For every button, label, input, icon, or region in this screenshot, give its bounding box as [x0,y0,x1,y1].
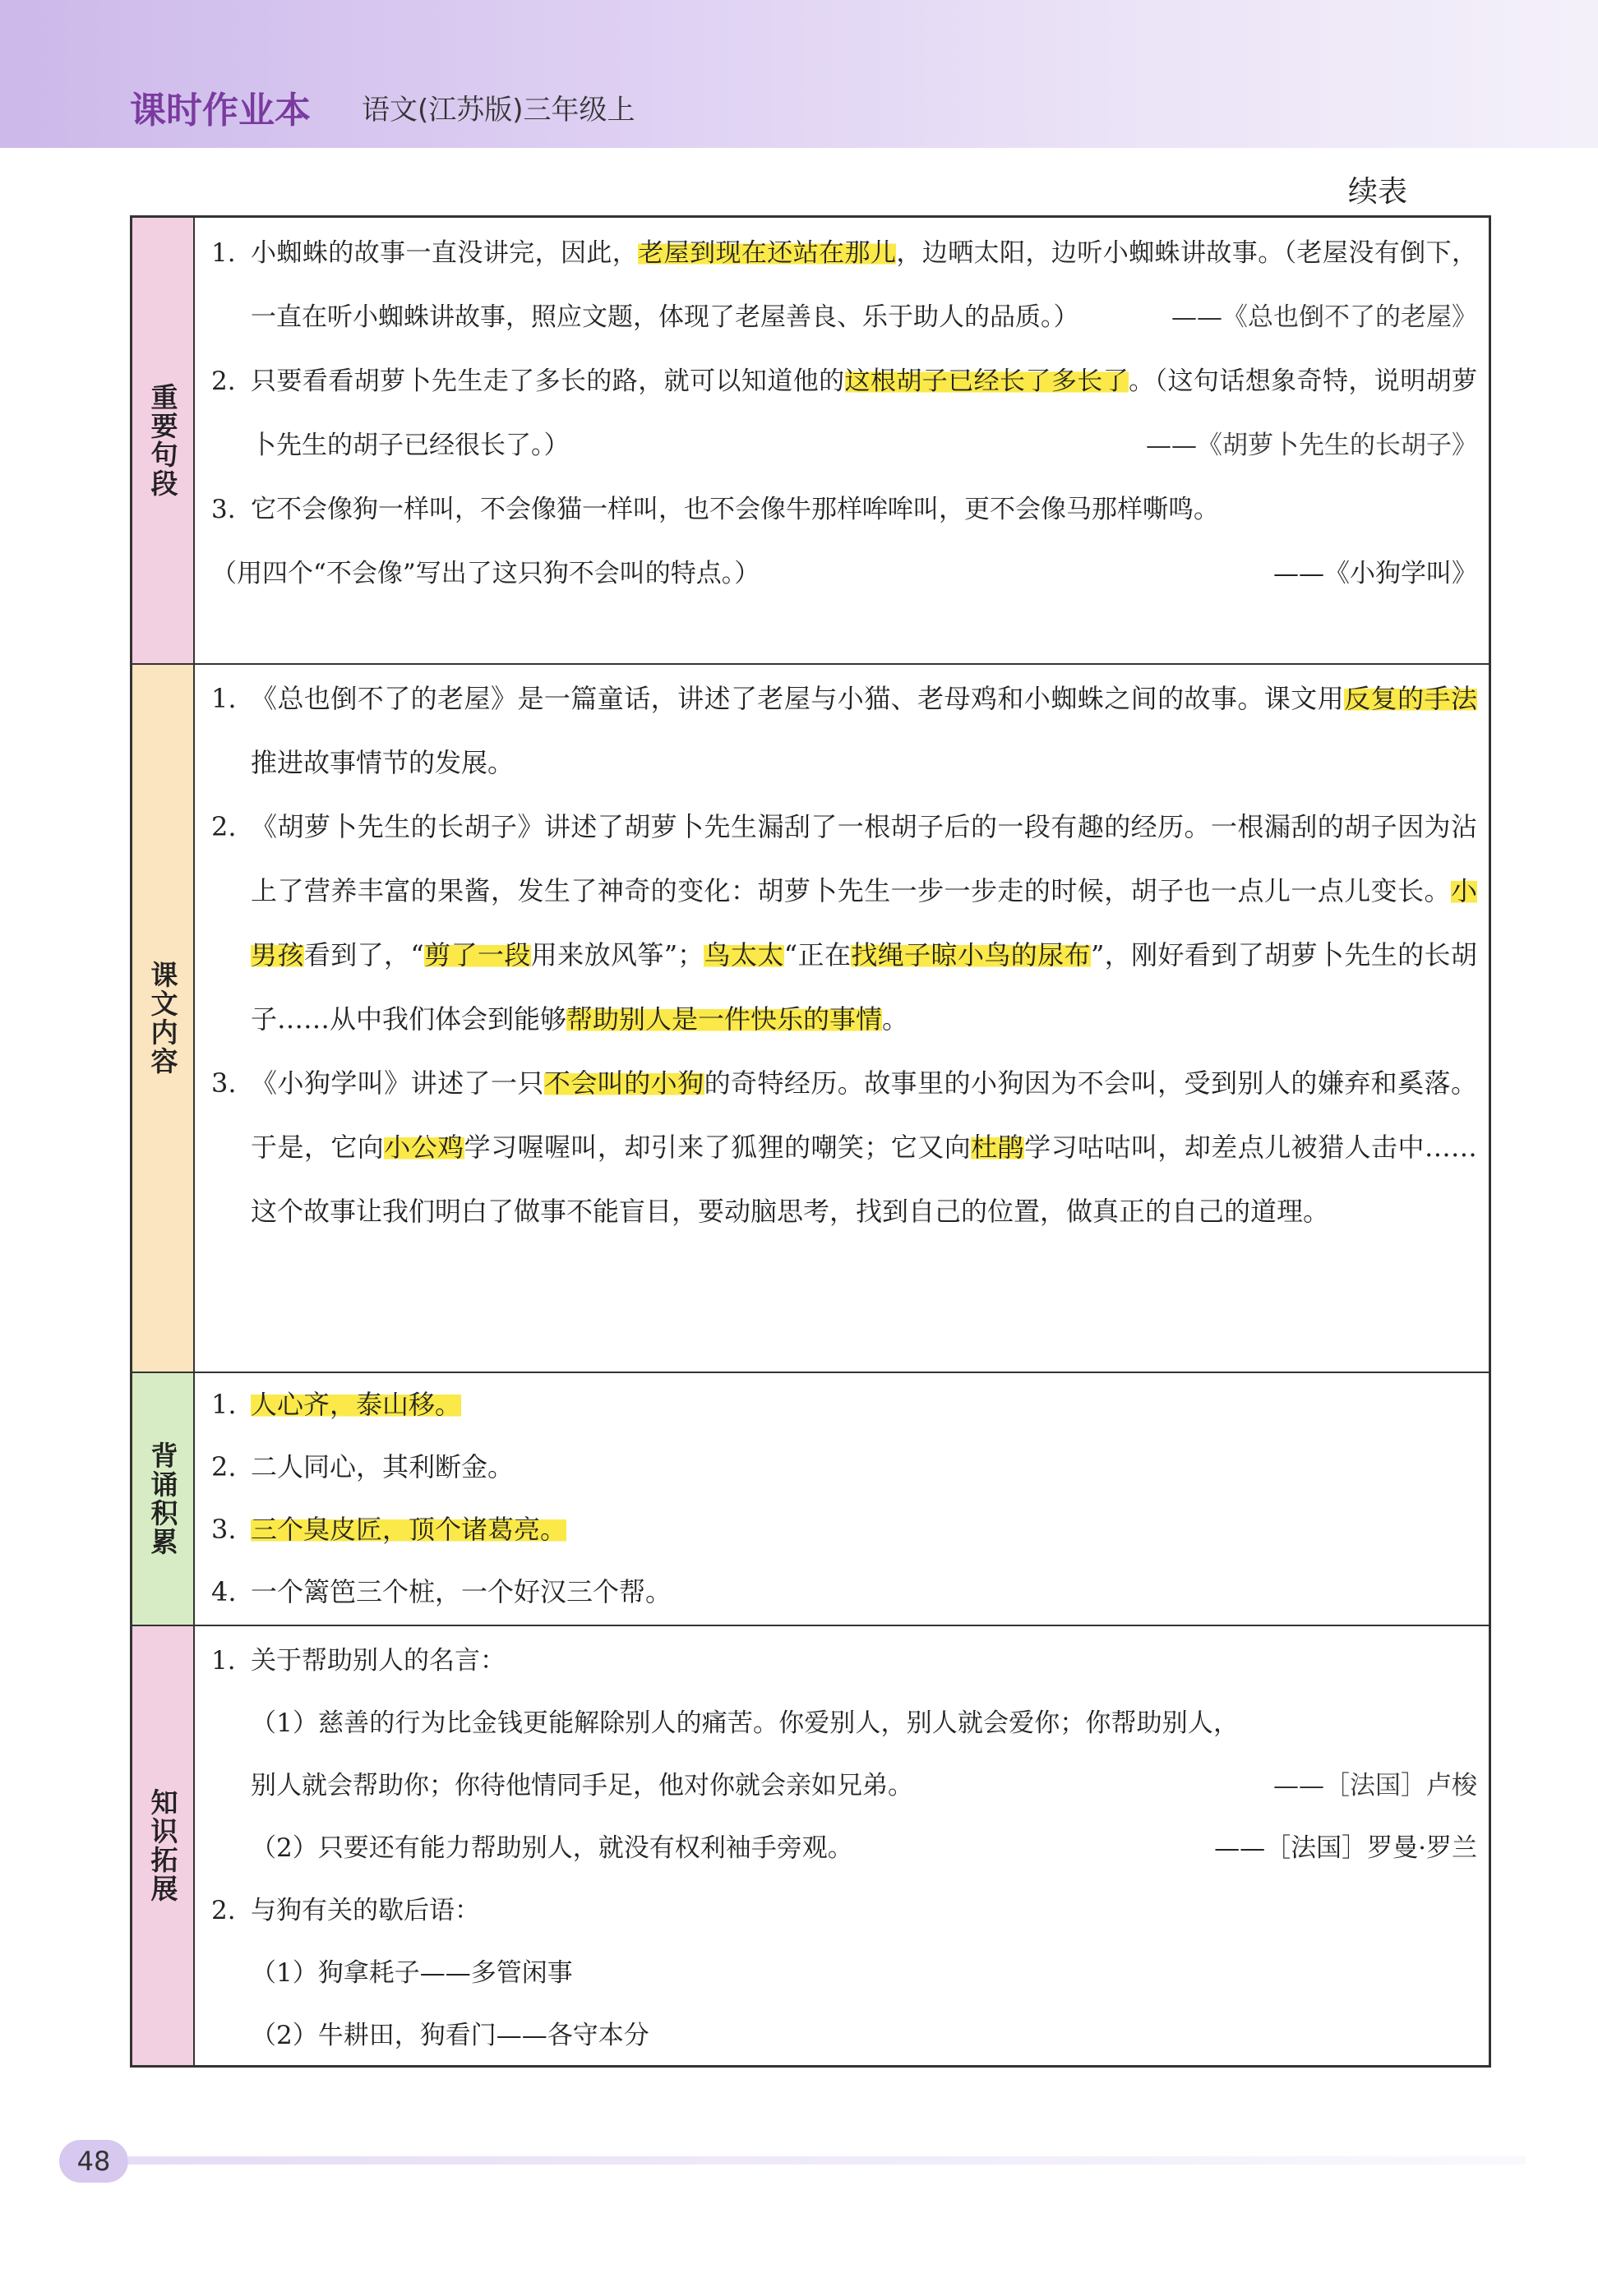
item-text: 小蜘蛛的故事一直没讲完，因此， [251,238,639,268]
source-citation: ——《总也倒不了的老屋》 [1171,302,1477,332]
list-item [211,1630,1477,1879]
item-text: 只要看看胡萝卜先生走了多长的路，就可以知道他的 [251,367,845,396]
item-text: 的奇特经历。故事里的小狗因为不会叫，受到别人的嫌弃和奚落。于是，它向 [251,1067,1477,1163]
section-body [211,1630,1477,2067]
continued-label: 续表 [1348,175,1408,209]
item-number: 3. [211,495,236,524]
highlighted-text: 反复的手法 [1344,683,1477,714]
item-number: 1. [211,1389,237,1420]
item-text: ”，刚好看到了胡萝卜先生的长胡子……从中我们体会到能够 [251,939,1477,1035]
section-heading-cell [132,218,195,663]
list-item [211,1561,1477,1623]
item-text: 看到了，“ [303,939,424,970]
section-heading: 课文内容 [146,961,179,1076]
highlighted-text: 帮助别人是一件快乐的事情 [566,1003,883,1035]
item-number: 1. [211,238,236,268]
footer-bar [128,2156,1526,2165]
section-heading-cell [132,1373,195,1625]
item-text: ，边晒太阳，边听小蜘蛛讲故事。（老屋没有倒下，一直在听小蜘蛛讲故事，照应文题，体现了老屋善良、乐于助人的品质。） [251,238,1478,332]
list-item [211,349,1477,477]
list-item [211,221,1477,349]
section-text-content [132,665,1489,1373]
quote-author: ——［法国］卢梭 [1273,1771,1477,1800]
item-number: 4. [211,1576,237,1607]
content-table [130,215,1491,2068]
section-body [211,666,1477,1243]
section-heading-cell [132,1626,195,2065]
highlighted-text: 这根胡子已经长了多长了 [844,367,1129,396]
header-banner [0,0,1598,148]
saying-text: （1）狗拿耗子——多管闲事 [251,1958,573,1988]
saying-text: （2）牛耕田，狗看门——各守本分 [251,2021,649,2050]
list-item [211,1051,1477,1243]
highlighted-text: 杜鹃 [971,1132,1025,1163]
list-item [211,1879,1477,2067]
item-number: 2. [211,1896,236,1925]
section-body [211,1373,1477,1623]
source-citation: ——《胡萝卜先生的长胡子》 [1146,431,1477,460]
highlighted-text: 小男孩 [251,875,1477,970]
item-number: 1. [211,683,237,714]
item-title: 关于帮助别人的名言： [251,1646,506,1676]
item-text: 一个篱笆三个桩，一个好汉三个帮。 [251,1576,672,1607]
item-number: 1. [211,1646,236,1676]
highlighted-text: 人心齐，泰山移。 [251,1389,462,1420]
book-title: 课时作业本 [130,90,311,131]
item-number: 2. [211,811,237,842]
item-text: 学习咕咕叫，却差点儿被猎人击中……这个故事让我们明白了做事不能盲目，要动脑思考，找到自己的位置，做真正的自己的道理。 [251,1132,1477,1227]
section-knowledge-extension [132,1626,1489,2065]
item-text: 。 [882,1003,909,1035]
item-text: 用来放风筝”； [530,939,704,970]
source-citation: ——《小狗学叫》 [1273,559,1477,588]
highlighted-text: 老屋到现在还站在那儿 [638,238,897,268]
item-text: “正在 [783,939,852,970]
highlighted-text: 小公鸡 [384,1132,464,1163]
section-heading: 重要句段 [146,383,179,498]
list-item [211,795,1477,1051]
section-recitation [132,1373,1489,1626]
item-text: 二人同心，其利断金。 [251,1451,515,1482]
section-heading-cell [132,665,195,1372]
item-number: 3. [211,1067,237,1099]
list-item [211,1373,1477,1436]
item-text: 。（这句话想象奇特，说明胡萝卜先生的胡子已经很长了。） [251,367,1478,460]
list-item [211,1436,1477,1498]
item-number: 3. [211,1514,237,1545]
highlighted-text: 鸟太太 [704,939,784,970]
section-heading: 背诵积累 [146,1441,179,1556]
item-number: 2. [211,1451,237,1482]
item-title: 与狗有关的歇后语： [251,1896,480,1925]
item-text: 《小狗学叫》讲述了一只 [251,1067,544,1099]
list-item [211,666,1477,795]
quote-author: ——［法国］罗曼·罗兰 [1214,1833,1477,1863]
item-text: 推进故事情节的发展。 [251,747,515,778]
list-item [211,1498,1477,1561]
section-heading: 知识拓展 [146,1788,179,1903]
item-note: （用四个“不会像”写出了这只狗不会叫的特点。） [211,559,760,588]
highlighted-text: 剪了一段 [423,939,531,970]
book-subtitle: 语文(江苏版)三年级上 [362,94,635,127]
item-text: 《总也倒不了的老屋》是一篇童话，讲述了老屋与小猫、老母鸡和小蜘蛛之间的故事。课文用 [251,683,1345,714]
section-body [211,221,1477,606]
quote-text: （1）慈善的行为比金钱更能解除别人的痛苦。你爱别人，别人就会爱你；你帮助别人，别人就会帮助你；你待他情同手足，他对你就会亲如兄弟。 [251,1708,1239,1800]
highlighted-text: 找绳子晾小鸟的尿布 [851,939,1091,970]
note-row [211,542,1477,606]
highlighted-text: 三个臭皮匠，顶个诸葛亮。 [251,1514,567,1545]
list-item [211,477,1477,606]
item-number: 2. [211,367,236,396]
quote-text: （2）只要还有能力帮助别人，就没有权利袖手旁观。 [251,1833,853,1863]
highlighted-text: 不会叫的小狗 [543,1067,704,1099]
page-number: 48 [59,2140,128,2183]
item-text: 它不会像狗一样叫，不会像猫一样叫，也不会像牛那样哞哞叫，更不会像马那样嘶鸣。 [251,495,1219,524]
item-text: 《胡萝卜先生的长胡子》讲述了胡萝卜先生漏刮了一根胡子后的一段有趣的经历。一根漏刮的胡子因为沾上了营养丰富的果酱，发生了神奇的变化：胡萝卜先生一步一步走的时候，胡子也一点儿一点儿变长。 [251,811,1477,906]
item-text: 学习喔喔叫，却引来了狐狸的嘲笑；它又向 [464,1132,972,1163]
quote-row [251,1817,1477,1879]
section-key-sentences [132,218,1489,665]
